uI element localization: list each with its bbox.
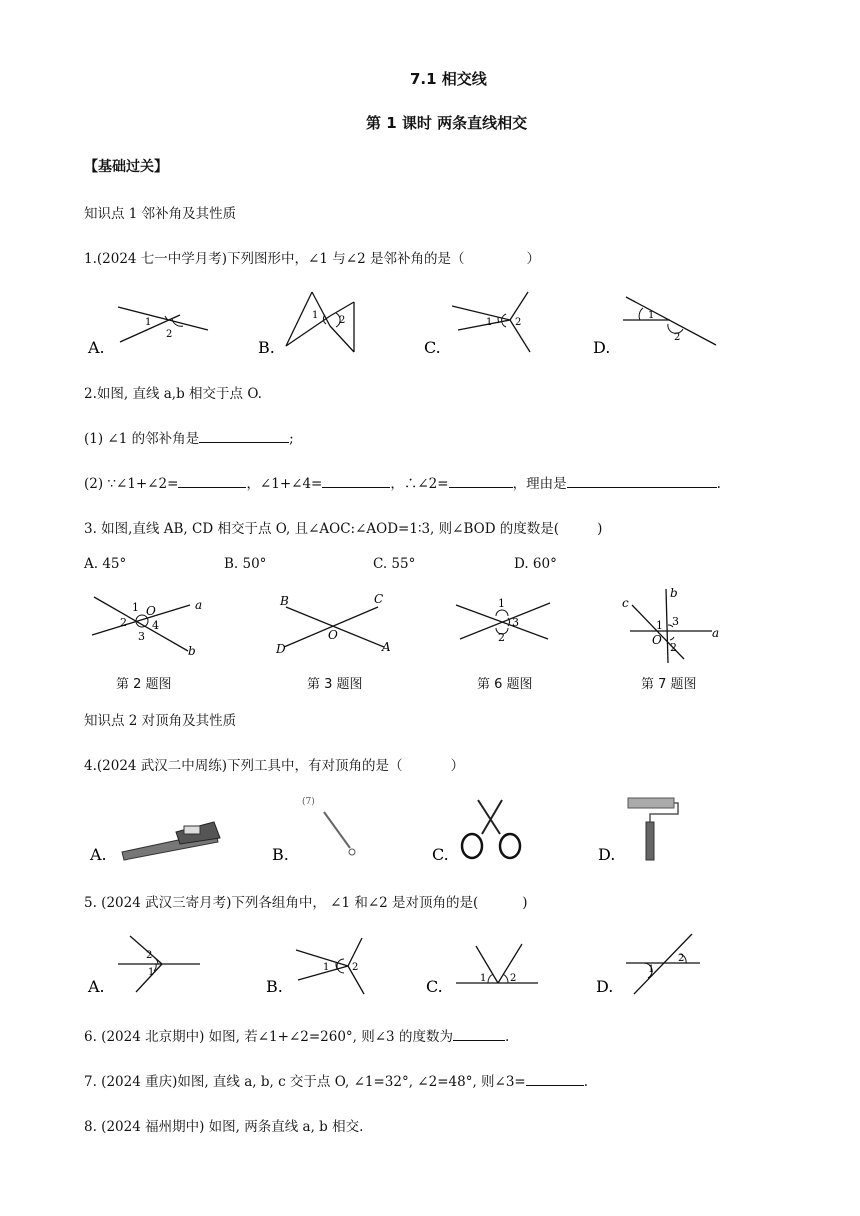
angle-label: 1 [648, 964, 655, 975]
page-subtitle: 第 1 课时 两条直线相交 [366, 114, 528, 132]
angle-label: 1 [648, 310, 655, 321]
fig7-label-c: c [622, 596, 629, 610]
figure-3 [275, 592, 391, 656]
fig3-label-c: C [374, 592, 384, 606]
angle-label: 2 [339, 315, 346, 326]
q3-option-b: B. 50° [224, 556, 267, 572]
fig2-label-b: b [188, 644, 196, 658]
fig2-label-o: O [146, 604, 156, 618]
figure-2 [92, 597, 202, 658]
fig7-label-1: 1 [656, 619, 663, 632]
fig7-label-2: 2 [670, 641, 677, 654]
answer-blank[interactable] [178, 473, 246, 488]
q5-option-b: B. [266, 977, 283, 996]
q1-figure-d [593, 297, 716, 357]
question-1 [84, 247, 540, 267]
option-d-label: D. [593, 338, 611, 357]
q5-figures [80, 926, 740, 1002]
angle-label: 1 [312, 310, 319, 321]
fig6-label-3: 3 [512, 616, 519, 629]
angle-label: 2 [510, 973, 517, 984]
q1-figure-b [258, 292, 354, 357]
answer-blank[interactable] [322, 473, 390, 488]
q5-option-d: D. [596, 977, 614, 996]
angle-label: 2 [166, 329, 173, 340]
q4-option-a: A. [90, 845, 107, 864]
fig7-label-o: O [652, 633, 662, 647]
fig3-label-o: O [328, 628, 338, 642]
caption-figure-7: 第 7 题图 [641, 677, 697, 692]
angle-label: 1 [145, 317, 152, 328]
q4-tool-images [80, 792, 740, 868]
q5-figure-d [596, 934, 700, 996]
angle-label: 2 [146, 950, 153, 961]
paint-roller-icon [598, 798, 678, 864]
question-1-close: ） [526, 251, 540, 267]
q3-option-a: A. 45° [84, 556, 127, 572]
fig2-label-2: 2 [120, 616, 127, 629]
awl-icon [272, 796, 355, 864]
scissors-icon [432, 800, 520, 864]
answer-blank[interactable] [453, 1026, 505, 1041]
question-7: 7. (2024 重庆)如图, 直线 a, b, c 交于点 O, ∠1=32°, ∠2=48°, 则∠3= . [84, 1070, 588, 1090]
q5-figure-a [87, 936, 200, 996]
fig3-label-a: A [382, 640, 391, 654]
answer-blank[interactable] [567, 473, 717, 488]
fig7-label-a: a [712, 626, 720, 640]
question-1-text: 1.(2024 七一中学月考)下列图形中，∠1 与∠2 是邻补角的是（ [84, 251, 465, 267]
fig7-label-3: 3 [672, 615, 679, 628]
answer-blank[interactable] [526, 1071, 584, 1086]
question-6: 6. (2024 北京期中) 如图, 若∠1+∠2=260°, 则∠3 的度数为 . [84, 1025, 509, 1045]
fig2-label-1: 1 [132, 601, 139, 614]
fig6-label-1: 1 [498, 597, 505, 610]
question-2-part-2: (2) ∵∠1+∠2= ，∠1+∠4= ，∴∠2= ，理由是 . [84, 472, 721, 492]
fig3-label-d: D [276, 642, 286, 656]
question-5: 5. (2024 武汉三寄月考)下列各组角中， ∠1 和∠2 是对顶角的是( ) [84, 895, 528, 911]
caption-figure-2: 第 2 题图 [116, 677, 172, 692]
angle-label: 2 [352, 962, 359, 973]
caption-figure-6: 第 6 题图 [477, 677, 533, 692]
answer-blank[interactable] [199, 428, 289, 443]
question-4: 4.(2024 武汉二中周练)下列工具中，有对顶角的是（ ） [84, 758, 465, 774]
svg-text:(7): (7) [302, 797, 315, 807]
q3-option-d: D. 60° [514, 556, 557, 572]
q4-option-b: B. [272, 845, 289, 864]
fig3-label-b: B [280, 594, 289, 608]
knowledge-point-1: 知识点 1 邻补角及其性质 [84, 206, 237, 222]
q1-figure-c [424, 292, 530, 357]
angle-label: 1 [148, 967, 155, 978]
q3-option-c: C. 55° [373, 556, 416, 572]
angle-label: 1 [480, 973, 487, 984]
caption-figure-3: 第 3 题图 [307, 677, 363, 692]
option-a-label: A. [88, 338, 105, 357]
angle-label: 2 [515, 317, 522, 328]
fig7-label-b: b [670, 586, 678, 600]
angle-label: 2 [678, 953, 685, 964]
fig2-label-a: a [195, 598, 203, 612]
option-c-label: C. [424, 338, 441, 357]
q5-figure-c [426, 944, 538, 996]
angle-label: 1 [323, 962, 330, 973]
section-heading: 【基础过关】 [84, 159, 168, 175]
q5-option-a: A. [88, 977, 105, 996]
q4-option-c: C. [432, 845, 449, 864]
angle-label: 2 [674, 332, 681, 343]
q1-figures [80, 282, 740, 362]
question-2: 2.如图, 直线 a,b 相交于点 O. [84, 386, 262, 402]
question-2-part-1: (1) ∠1 的邻补角是 ; [84, 427, 294, 447]
saw-icon [89, 822, 220, 864]
knowledge-point-2: 知识点 2 对顶角及其性质 [84, 713, 237, 729]
answer-blank[interactable] [449, 473, 513, 488]
fig2-label-4: 4 [152, 619, 159, 632]
option-b-label: B. [258, 338, 275, 357]
q5-option-c: C. [426, 977, 443, 996]
q4-option-d: D. [598, 845, 616, 864]
figure-6 [456, 597, 550, 644]
question-3: 3. 如图,直线 AB, CD 相交于点 O, 且∠AOC:∠AOD=1∶3, 则∠BOD 的度数是( ) [84, 521, 603, 537]
figure-7 [622, 586, 719, 663]
q1-figure-a [87, 307, 208, 357]
page-title: 7.1 相交线 [410, 70, 487, 88]
fig2-label-3: 3 [138, 630, 145, 643]
fig6-label-2: 2 [498, 631, 505, 644]
q5-figure-b [266, 938, 364, 996]
question-8: 8. (2024 福州期中) 如图, 两条直线 a, b 相交. [84, 1119, 364, 1135]
angle-label: 1 [486, 317, 493, 328]
